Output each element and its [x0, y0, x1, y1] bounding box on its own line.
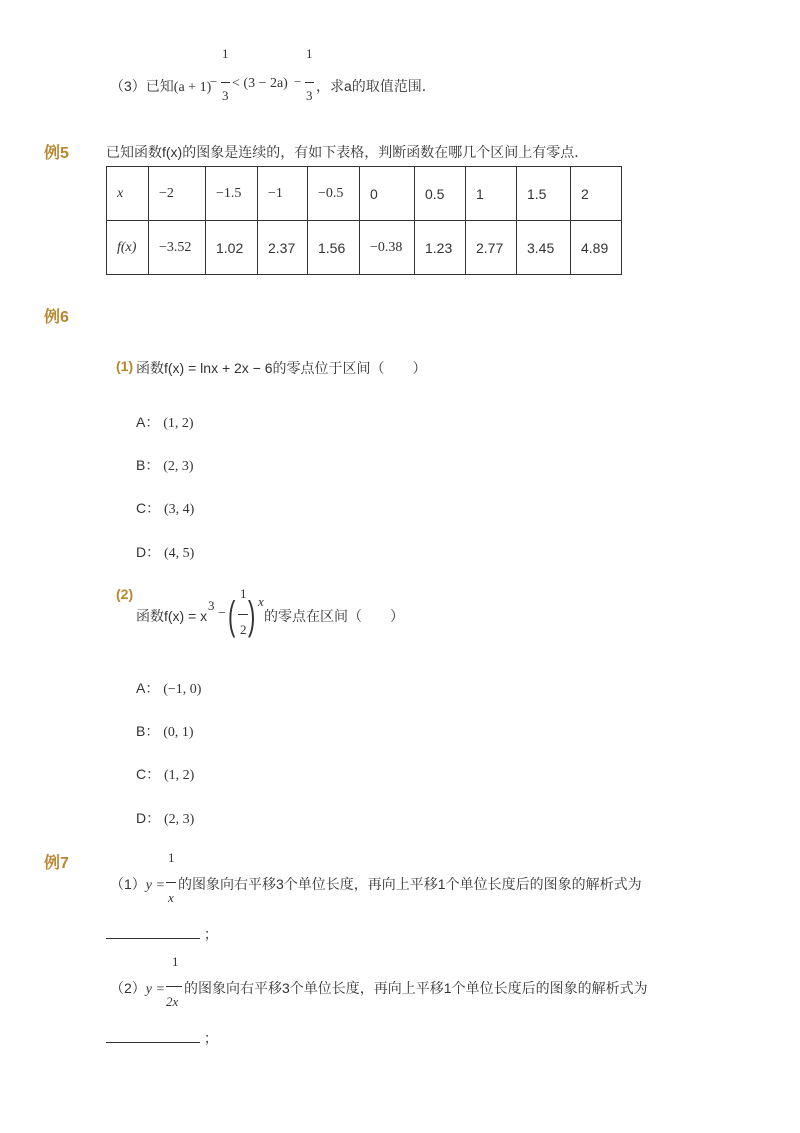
q3-fracbar1	[221, 82, 230, 83]
ex7-q2-frac-den: 2x	[166, 994, 179, 1009]
q3-fracbar2	[305, 82, 314, 83]
ex6-p2-exp-x: x	[258, 594, 264, 609]
ex6-p1-number: (1)	[116, 358, 134, 374]
table-cell: 1	[466, 167, 517, 221]
table-cell: 1.5	[517, 167, 571, 221]
ex6-p2-option-a[interactable]: A： (−1, 0)	[136, 680, 202, 697]
q3-line	[110, 76, 211, 96]
ex6-p2-stem-c: 的零点在区间（ ）	[264, 608, 404, 624]
q3-base2-line	[232, 76, 288, 92]
ex6-p2-minus: −	[218, 606, 226, 621]
ex5-text: 已知函数f(x)的图象是连续的，有如下表格，判断函数在哪几个区间上有零点．	[106, 144, 589, 160]
table-cell: −0.5	[308, 167, 360, 221]
table-cell: 0	[360, 167, 415, 221]
ex6-p2-stem-a: 函数f(x) = x	[136, 608, 208, 624]
q3-den1: 3	[222, 88, 229, 103]
ex6-p2-frac-bar	[238, 614, 248, 615]
ex6-p1-option-a[interactable]: A： (1, 2)	[136, 414, 194, 431]
ex7-q1-frac-bar	[166, 882, 176, 883]
ex7-q2-prefix: （2）y =	[110, 980, 165, 997]
ex6-p2-frac-den: 2	[240, 622, 247, 637]
ex6-p1-option-b[interactable]: B： (2, 3)	[136, 457, 194, 474]
ex6-p1-option-c[interactable]: C： (3, 4)	[136, 500, 195, 517]
q3-den2: 3	[306, 88, 313, 103]
table-cell: 1.56	[308, 221, 360, 275]
ex7-q1-answer[interactable]: ；	[106, 924, 218, 944]
table-cell: −3.52	[149, 221, 206, 275]
table-row-x	[107, 167, 622, 221]
q3-base2: (3 − 2a)	[243, 76, 288, 91]
ex7-q2-frac-bar	[166, 986, 182, 987]
table-cell: 1.23	[415, 221, 466, 275]
table-cell: −0.38	[360, 221, 415, 275]
ex6-p2-option-c[interactable]: C： (1, 2)	[136, 766, 195, 783]
q3-base1: (a + 1)	[173, 80, 212, 95]
ex7-q2-text: 的图象向右平移3个单位长度，再向上平移1个单位长度后的图象的解析式为	[184, 980, 648, 996]
table-cell: −1.5	[206, 167, 258, 221]
ex6-p2-exp3: 3	[208, 598, 215, 613]
ex6-p2-option-b[interactable]: B： (0, 1)	[136, 723, 194, 740]
ex7-q1-frac-den: x	[168, 890, 174, 905]
ex6-p1-option-d[interactable]: D： (4, 5)	[136, 544, 195, 561]
table-cell: 4.89	[571, 221, 622, 275]
ex7-q1-text: 的图象向右平移3个单位长度，再向上平移1个单位长度后的图象的解析式为	[178, 876, 642, 892]
table-cell: −2	[149, 167, 206, 221]
ex7-q1-prefix: （1）y =	[110, 876, 165, 893]
table-cell: 2.37	[258, 221, 308, 275]
table-cell: 1.02	[206, 221, 258, 275]
ex6-p2-paren-left: (	[228, 594, 236, 638]
q3-suffix: ，求a的取值范围．	[316, 78, 436, 94]
ex6-label: 例6	[44, 309, 69, 326]
q3-neg2: −	[294, 74, 302, 89]
table-row-fx	[107, 221, 622, 275]
q3-lt: <	[232, 76, 244, 91]
ex6-p2-frac-num: 1	[240, 586, 247, 601]
answer-blank[interactable]	[106, 1030, 200, 1043]
table-cell: 0.5	[415, 167, 466, 221]
q3-num1: 1	[222, 46, 229, 61]
ex6-p1-stem: 函数f(x) = lnx + 2x − 6的零点位于区间（ ）	[136, 360, 427, 376]
ex6-p2-paren-right: )	[248, 594, 256, 638]
ex6-p2-option-d[interactable]: D： (2, 3)	[136, 810, 195, 827]
ex5-label: 例5	[44, 145, 69, 162]
q3-prefix: （3）已知	[110, 78, 174, 94]
table-cell: 3.45	[517, 221, 571, 275]
answer-blank[interactable]	[106, 926, 200, 939]
ex7-q1-frac-num: 1	[168, 850, 175, 865]
table-cell: 2	[571, 167, 622, 221]
values-table	[106, 166, 622, 275]
ex7-label: 例7	[44, 855, 69, 872]
table-cell: −1	[258, 167, 308, 221]
ex7-q2-answer[interactable]: ；	[106, 1028, 218, 1048]
ex6-p2-number: (2)	[116, 586, 134, 602]
q3-neg1: −	[210, 74, 218, 89]
table-header-x: x	[107, 167, 149, 221]
table-header-fx: f(x)	[107, 221, 149, 275]
ex7-q2-frac-num: 1	[172, 954, 179, 969]
q3-num2: 1	[306, 46, 313, 61]
table-cell: 2.77	[466, 221, 517, 275]
